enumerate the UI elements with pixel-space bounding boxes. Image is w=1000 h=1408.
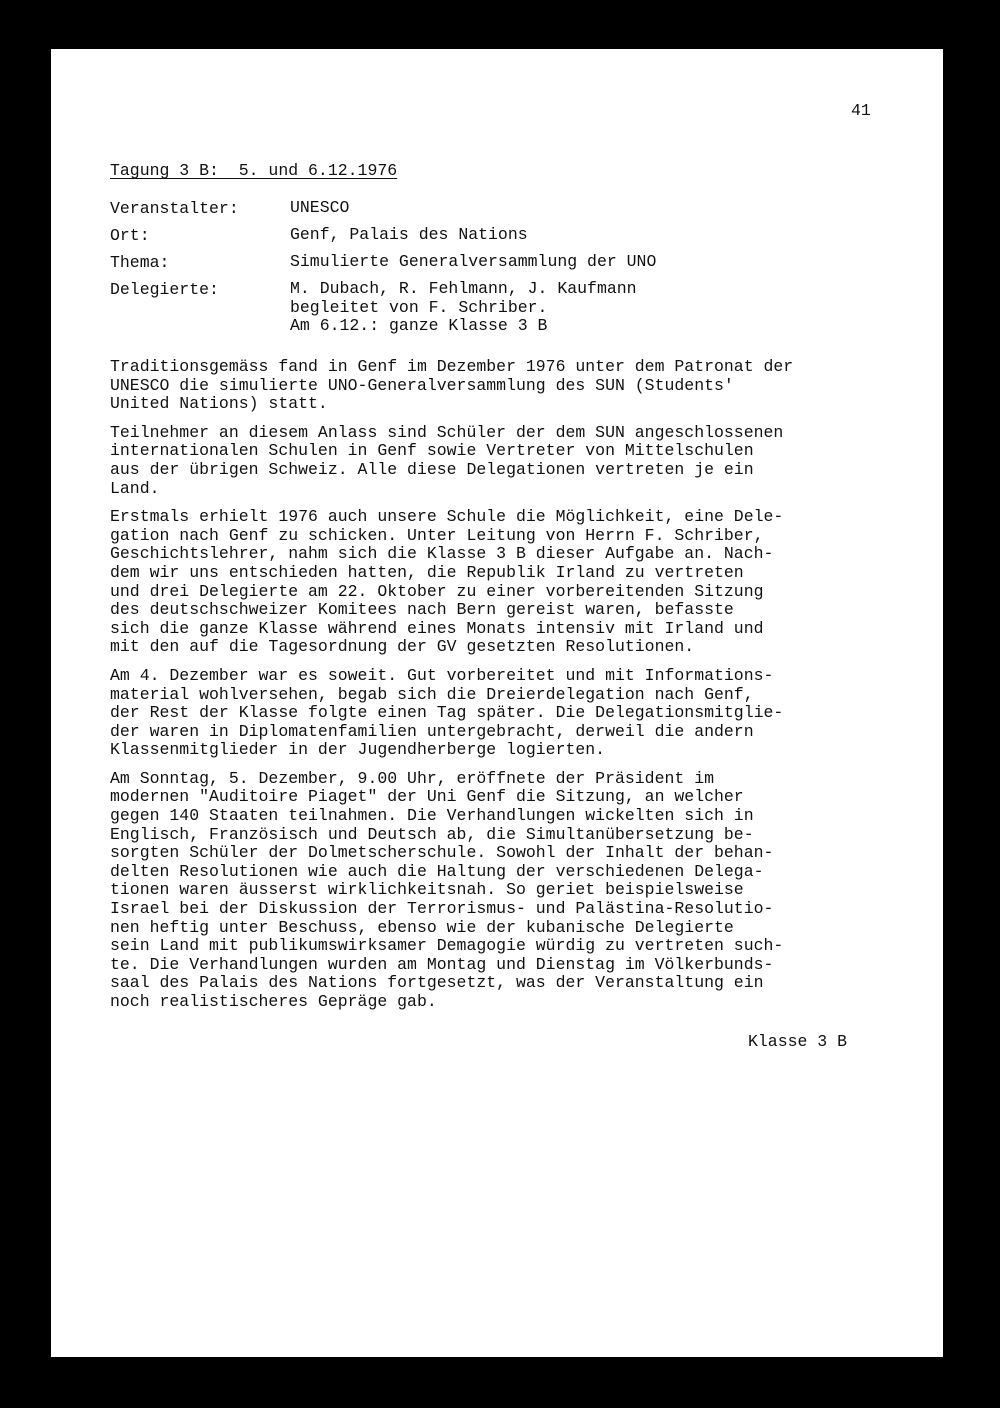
page-number: 41 bbox=[851, 101, 871, 120]
paragraph bbox=[110, 667, 910, 760]
paragraph-line: sein Land mit publikumswirksamer Demagogie würdig zu vertreten such- bbox=[110, 936, 784, 956]
paragraph-line: dem wir uns entschieden hatten, die Republik Irland zu vertreten bbox=[110, 562, 744, 582]
paragraph-line: Traditionsgemäss fand in Genf im Dezember 1976 unter dem Patronat der bbox=[110, 357, 794, 376]
paragraph bbox=[110, 424, 910, 498]
detail-value-line: begleitet von F. Schriber. bbox=[290, 297, 548, 317]
detail-value-line: Am 6.12.: ganze Klasse 3 B bbox=[290, 316, 548, 336]
paragraph-line: delten Resolutionen wie auch die Haltung der verschiedenen Delega- bbox=[110, 861, 764, 881]
paragraph-line: mit den auf die Tagesordnung der GV gesetzten Resolutionen. bbox=[110, 637, 695, 657]
paragraph-line: gation nach Genf zu schicken. Unter Leitung von Herrn F. Schriber, bbox=[110, 525, 764, 545]
detail-value-line: Genf, Palais des Nations bbox=[290, 225, 528, 244]
paragraph-line: aus der übrigen Schweiz. Alle diese Delegationen vertreten je ein bbox=[110, 459, 754, 479]
detail-value bbox=[290, 280, 637, 336]
detail-row bbox=[110, 226, 656, 245]
session-heading: Tagung 3 B: 5. und 6.12.1976 bbox=[110, 161, 398, 180]
paragraph-line: und drei Delegierte am 22. Oktober zu einer vorbereitenden Sitzung bbox=[110, 581, 764, 601]
detail-value-line: Simulierte Generalversammlung der UNO bbox=[290, 252, 657, 271]
paragraph-line: tionen waren äusserst wirklichkeitsnah. So geriet beispielsweise bbox=[110, 880, 744, 900]
paragraph-line: nen heftig unter Beschuss, ebenso wie der kubanische Delegierte bbox=[110, 917, 734, 937]
paragraph-line: saal des Palais des Nations fortgesetzt, was der Veranstaltung ein bbox=[110, 973, 764, 993]
paragraph-line: Erstmals erhielt 1976 auch unsere Schule die Möglichkeit, eine Dele- bbox=[110, 507, 784, 527]
paragraph bbox=[110, 770, 910, 1012]
paragraph-line: internationalen Schulen in Genf sowie Vertreter von Mittelschulen bbox=[110, 441, 754, 461]
detail-label: Ort: bbox=[110, 226, 150, 245]
paragraph-line: Am 4. Dezember war es soweit. Gut vorbereitet und mit Informations- bbox=[110, 665, 774, 685]
report-body bbox=[110, 358, 910, 1022]
paragraph-line: der Rest der Klasse folgte einen Tag später. Die Delegationsmitglie- bbox=[110, 703, 784, 723]
paragraph-line: sich die ganze Klasse während eines Monats intensiv mit Irland und bbox=[110, 618, 764, 638]
paragraph-line: der waren in Diplomatenfamilien untergebracht, derweil die andern bbox=[110, 721, 754, 741]
paragraph-line: des deutschschweizer Komitees nach Bern gereist waren, befasste bbox=[110, 600, 734, 620]
paragraph-line: Geschichtslehrer, nahm sich die Klasse 3 B dieser Aufgabe an. Nach- bbox=[110, 544, 774, 564]
document-page bbox=[51, 49, 943, 1357]
paragraph bbox=[110, 358, 910, 414]
detail-label: Delegierte: bbox=[110, 280, 219, 299]
detail-value bbox=[290, 199, 349, 218]
detail-value bbox=[290, 253, 656, 272]
paragraph-line: Englisch, Französisch und Deutsch ab, die Simultanübersetzung be- bbox=[110, 824, 754, 844]
detail-value bbox=[290, 226, 528, 245]
paragraph-line: modernen "Auditoire Piaget" der Uni Genf die Sitzung, an welcher bbox=[110, 787, 744, 807]
paragraph-line: Israel bei der Diskussion der Terrorismus- und Palästina-Resolutio- bbox=[110, 899, 774, 919]
paragraph-line: te. Die Verhandlungen wurden am Montag und Dienstag im Völkerbunds- bbox=[110, 954, 774, 974]
detail-label: Veranstalter: bbox=[110, 199, 239, 218]
paragraph-line: Teilnehmer an diesem Anlass sind Schüler der dem SUN angeschlossenen bbox=[110, 422, 784, 442]
paragraph-line: UNESCO die simulierte UNO-Generalversammlung des SUN (Students' bbox=[110, 375, 734, 395]
paragraph-line: sorgten Schüler der Dolmetscherschule. Sowohl der Inhalt der behan- bbox=[110, 843, 774, 863]
paragraph bbox=[110, 508, 910, 657]
paragraph-line: noch realistischeres Gepräge gab. bbox=[110, 992, 437, 1011]
paragraph-line: Land. bbox=[110, 478, 160, 498]
detail-row bbox=[110, 280, 656, 336]
paragraph-line: Am Sonntag, 5. Dezember, 9.00 Uhr, eröffnete der Präsident im bbox=[110, 768, 714, 788]
paragraph-line: United Nations) statt. bbox=[110, 394, 328, 414]
detail-value-line: UNESCO bbox=[290, 198, 350, 217]
detail-label: Thema: bbox=[110, 253, 170, 272]
signature: Klasse 3 B bbox=[748, 1032, 848, 1051]
detail-value-line: M. Dubach, R. Fehlmann, J. Kaufmann bbox=[290, 279, 637, 298]
paragraph-line: material wohlversehen, begab sich die Dreierdelegation nach Genf, bbox=[110, 684, 754, 704]
paragraph-line: gegen 140 Staaten teilnahmen. Die Verhandlungen wickelten sich in bbox=[110, 806, 754, 826]
paragraph-line: Klassenmitglieder in der Jugendherberge logierten. bbox=[110, 740, 606, 760]
session-details bbox=[110, 199, 656, 344]
detail-row bbox=[110, 253, 656, 272]
detail-row bbox=[110, 199, 656, 218]
